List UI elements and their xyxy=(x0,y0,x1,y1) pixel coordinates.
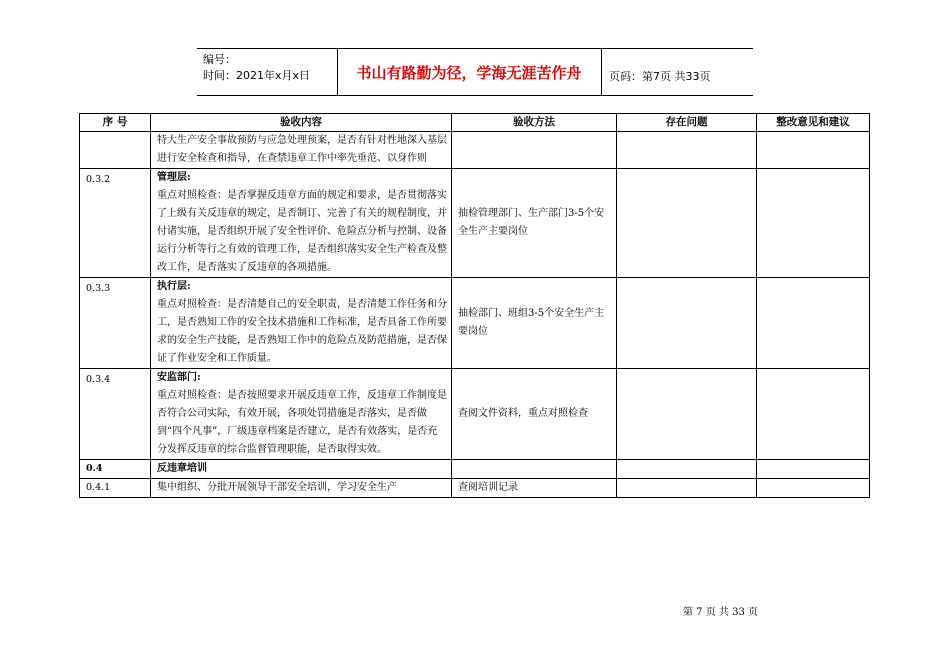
table-row xyxy=(80,132,870,169)
row-content: 重点对照检查：是否清楚自己的安全职责，是否清楚工作任务和分工，是否熟知工作的安全技术措施和工作标准，是否具备工作所要求的安全生产技能，是否熟知工作中的危险点及防范措施，是否保证了作业安全和工作质量。 xyxy=(157,299,447,364)
row-content: 集中组织、分批开展领导干部安全培训，学习安全生产 xyxy=(151,479,452,498)
row-number: 0.4.1 xyxy=(80,479,151,498)
table-row xyxy=(80,278,870,369)
row-number: 0.3.4 xyxy=(80,369,151,460)
row-issues xyxy=(617,169,757,278)
row-method: 查阅文件资料，重点对照检查 xyxy=(452,369,617,460)
row-issues xyxy=(617,479,757,498)
row-method: 抽检管理部门、生产部门3-5个安全生产主要岗位 xyxy=(452,169,617,278)
row-content: 特大生产安全事故预防与应急处理预案，是否有针对性地深入基层进行安全检查和指导，在查禁违章工作中率先垂范、以身作则 xyxy=(151,132,452,169)
row-issues xyxy=(617,369,757,460)
row-method: 查阅培训记录 xyxy=(452,479,617,498)
col-header-content: 验收内容 xyxy=(151,114,452,132)
row-title: 安监部门: xyxy=(157,372,201,383)
row-content: 重点对照检查：是否掌握反违章方面的规定和要求，是否贯彻落实了上级有关反违章的规定，是否制订、完善了有关的规程制度，并付诸实施，是否组织开展了安全性评价、危险点分析与控制、设备运行分析等行之有效的管理工作，是否组织落实安全生产检查及整改工作，是否落实了反违章的各项措施。 xyxy=(157,190,447,273)
row-content-cell xyxy=(151,369,452,460)
row-suggestions xyxy=(757,278,870,369)
row-number: 0.3.2 xyxy=(80,169,151,278)
row-suggestions xyxy=(757,479,870,498)
row-method: 抽检部门、班组3-5个安全生产主要岗位 xyxy=(452,278,617,369)
row-title: 管理层: xyxy=(157,172,191,183)
row-suggestions xyxy=(757,132,870,169)
row-issues xyxy=(617,278,757,369)
row-number: 0.3.3 xyxy=(80,278,151,369)
col-header-suggestions: 整改意见和建议 xyxy=(757,114,870,132)
table-row xyxy=(80,369,870,460)
acceptance-table xyxy=(79,113,870,498)
header-page-number: 页码：第7页 共33页 xyxy=(609,70,711,83)
row-suggestions xyxy=(757,169,870,278)
row-content: 反违章培训 xyxy=(151,460,452,479)
row-issues xyxy=(617,132,757,169)
row-content-cell xyxy=(151,169,452,278)
row-number: 0.4 xyxy=(80,460,151,479)
row-number xyxy=(80,132,151,169)
doc-date: 时间：2021年x月x日 xyxy=(203,69,311,82)
row-issues xyxy=(617,460,757,479)
page-footer: 第 7 页 共 33 页 xyxy=(683,607,758,618)
row-method xyxy=(452,460,617,479)
header-motto: 书山有路勤为径，学海无涯苦作舟 xyxy=(356,64,582,82)
header-bottom-rule xyxy=(197,95,753,96)
row-suggestions xyxy=(757,369,870,460)
page-header xyxy=(197,48,753,96)
col-header-no: 序 号 xyxy=(80,114,151,132)
header-top-rule xyxy=(197,48,753,49)
col-header-issues: 存在问题 xyxy=(617,114,757,132)
header-divider xyxy=(601,48,602,96)
table-row xyxy=(80,460,870,479)
row-title: 执行层: xyxy=(157,281,191,292)
row-method xyxy=(452,132,617,169)
row-content: 重点对照检查：是否按照要求开展反违章工作，反违章工作制度是否符合公司实际，有效开展，各项处罚措施是否落实，是否做到“四个凡事”，厂级违章档案是否建立，是否有效落实，是否充分发挥反违章的综合监督管理职能，是否取得实效。 xyxy=(157,390,447,455)
row-suggestions xyxy=(757,460,870,479)
table-row xyxy=(80,169,870,278)
table-row xyxy=(80,479,870,498)
table-header-row xyxy=(80,114,870,132)
row-content-cell xyxy=(151,278,452,369)
doc-number-label: 编号： xyxy=(203,53,236,66)
col-header-method: 验收方法 xyxy=(452,114,617,132)
